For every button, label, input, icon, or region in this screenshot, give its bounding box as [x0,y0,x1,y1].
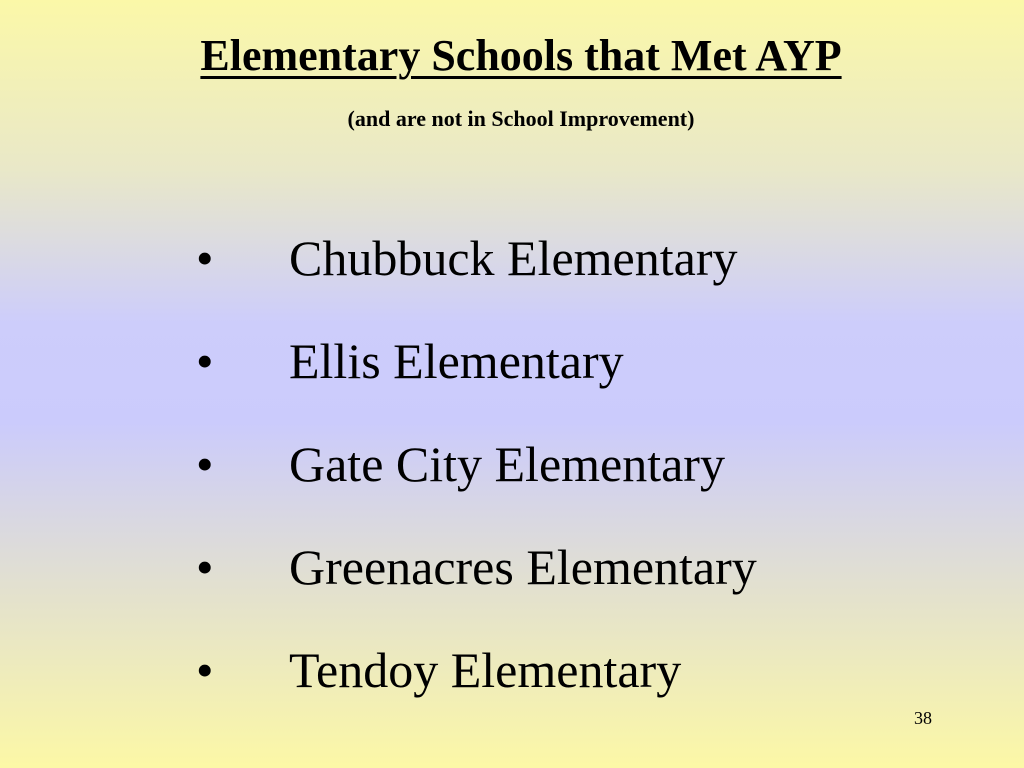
bullet-icon: • [196,333,214,389]
bullet-icon: • [196,642,214,698]
school-name: Ellis Elementary [289,333,624,389]
page-number: 38 [914,708,932,728]
slide-title: Elementary Schools that Met AYP [200,31,842,80]
school-name: Gate City Elementary [289,436,725,492]
bullet-icon: • [196,436,214,492]
bullet-icon: • [196,539,214,595]
slide-subtitle: (and are not in School Improvement) [347,106,695,131]
school-name: Tendoy Elementary [289,642,682,698]
bullet-icon: • [196,230,214,286]
school-name: Greenacres Elementary [289,539,757,595]
school-name: Chubbuck Elementary [289,230,738,286]
